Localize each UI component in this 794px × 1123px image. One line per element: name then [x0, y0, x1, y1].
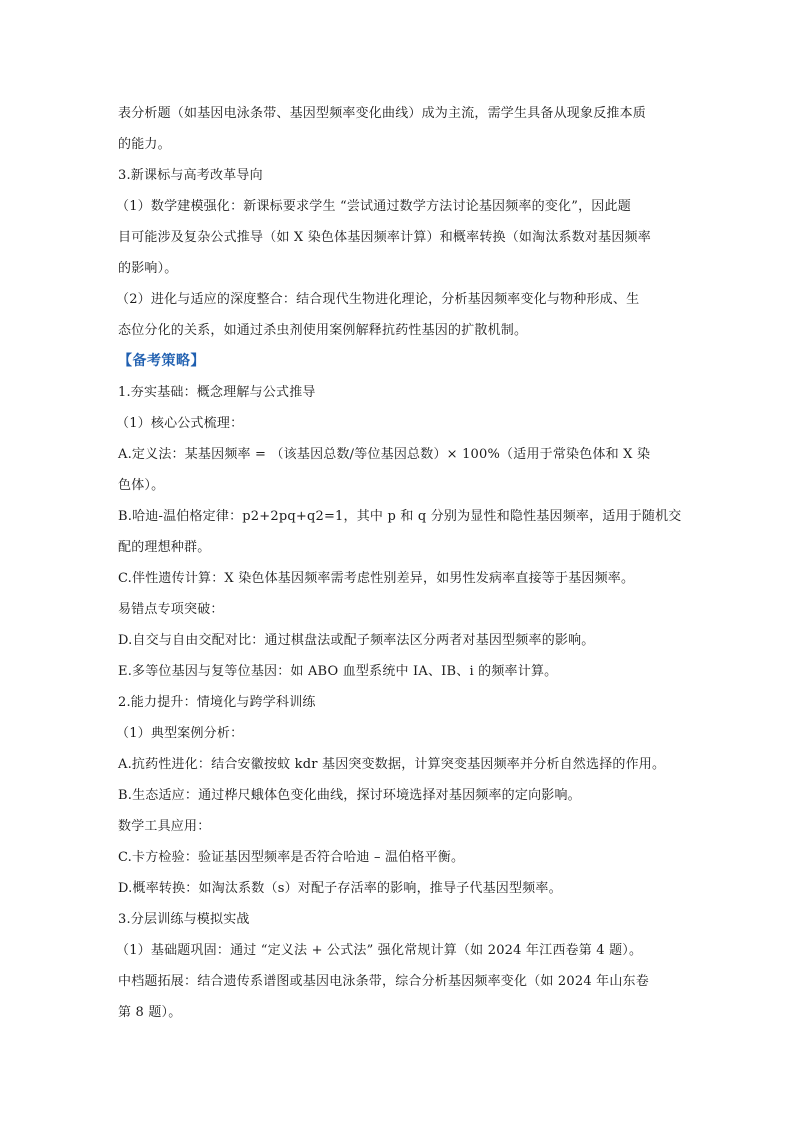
- paragraph-line: （1）核心公式梳理：: [116, 416, 244, 431]
- paragraph-line: C.卡方检验：验证基因型频率是否符合哈迪 – 温伯格平衡。: [118, 850, 465, 865]
- paragraph-line: B.哈迪-温伯格定律：p2+2pq+q2=1，其中 p 和 q 分别为显性和隐性基因频率，适用于随机交: [118, 509, 682, 524]
- paragraph-line: 目可能涉及复杂公式推导（如 X 染色体基因频率计算）和概率转换（如淘汰系数对基因频率: [118, 230, 651, 245]
- paragraph-line: A.定义法：某基因频率 = （该基因总数/等位基因总数）× 100%（适用于常染色体和 X 染: [118, 447, 651, 462]
- document-body: [118, 98, 683, 1028]
- subsection-title: 2.能力提升：情境化与跨学科训练: [118, 695, 316, 710]
- paragraph-line: E.多等位基因与复等位基因：如 ABO 血型系统中 IA、IB、i 的频率计算。: [118, 664, 558, 679]
- paragraph-line: 的能力。: [118, 137, 171, 152]
- paragraph-line: 色体）。: [118, 478, 165, 493]
- subsection-title: 1.夯实基础：概念理解与公式推导: [118, 385, 316, 400]
- paragraph-line: （1）典型案例分析：: [116, 726, 244, 741]
- paragraph-line: 配的理想种群。: [118, 540, 211, 555]
- paragraph-line: B.生态适应：通过桦尺蛾体色变化曲线，探讨环境选择对基因频率的定向影响。: [118, 788, 581, 803]
- section-heading: 【备考策略】: [118, 353, 205, 369]
- paragraph-line: 的影响）。: [118, 261, 178, 276]
- paragraph-line: （1）基础题巩固：通过 “定义法 + 公式法” 强化常规计算（如 2024 年江西卷第 4 题）。: [116, 943, 643, 958]
- paragraph-line: 第 8 题）。: [118, 1005, 182, 1020]
- paragraph-line: A.抗药性进化：结合安徽按蚊 kdr 基因突变数据，计算突变基因频率并分析自然选择的作用。: [118, 757, 666, 772]
- subsection-title: 3.分层训练与模拟实战: [118, 912, 250, 927]
- paragraph-line: 易错点专项突破：: [118, 602, 224, 617]
- paragraph-line: 中档题拓展：结合遗传系谱图或基因电泳条带，综合分析基因频率变化（如 2024 年山东卷: [118, 974, 649, 989]
- paragraph-line: D.概率转换：如淘汰系数（s）对配子存活率的影响，推导子代基因型频率。: [118, 881, 562, 896]
- paragraph-line: C.伴性遗传计算：X 染色体基因频率需考虑性别差异，如男性发病率直接等于基因频率。: [118, 571, 635, 586]
- paragraph-line: 数学工具应用：: [118, 819, 211, 834]
- paragraph-line: 表分析题（如基因电泳条带、基因型频率变化曲线）成为主流，需学生具备从现象反推本质: [118, 106, 647, 121]
- paragraph-line: （2）进化与适应的深度整合：结合现代生物进化理论，分析基因频率变化与物种形成、生: [116, 292, 640, 307]
- paragraph-line: D.自交与自由交配对比：通过棋盘法或配子频率法区分两者对基因型频率的影响。: [118, 633, 595, 648]
- paragraph-line: 态位分化的关系，如通过杀虫剂使用案例解释抗药性基因的扩散机制。: [118, 323, 528, 338]
- subsection-title: 3.新课标与高考改革导向: [118, 168, 263, 183]
- paragraph-line: （1）数学建模强化：新课标要求学生 “尝试通过数学方法讨论基因频率的变化”，因此题: [116, 199, 631, 214]
